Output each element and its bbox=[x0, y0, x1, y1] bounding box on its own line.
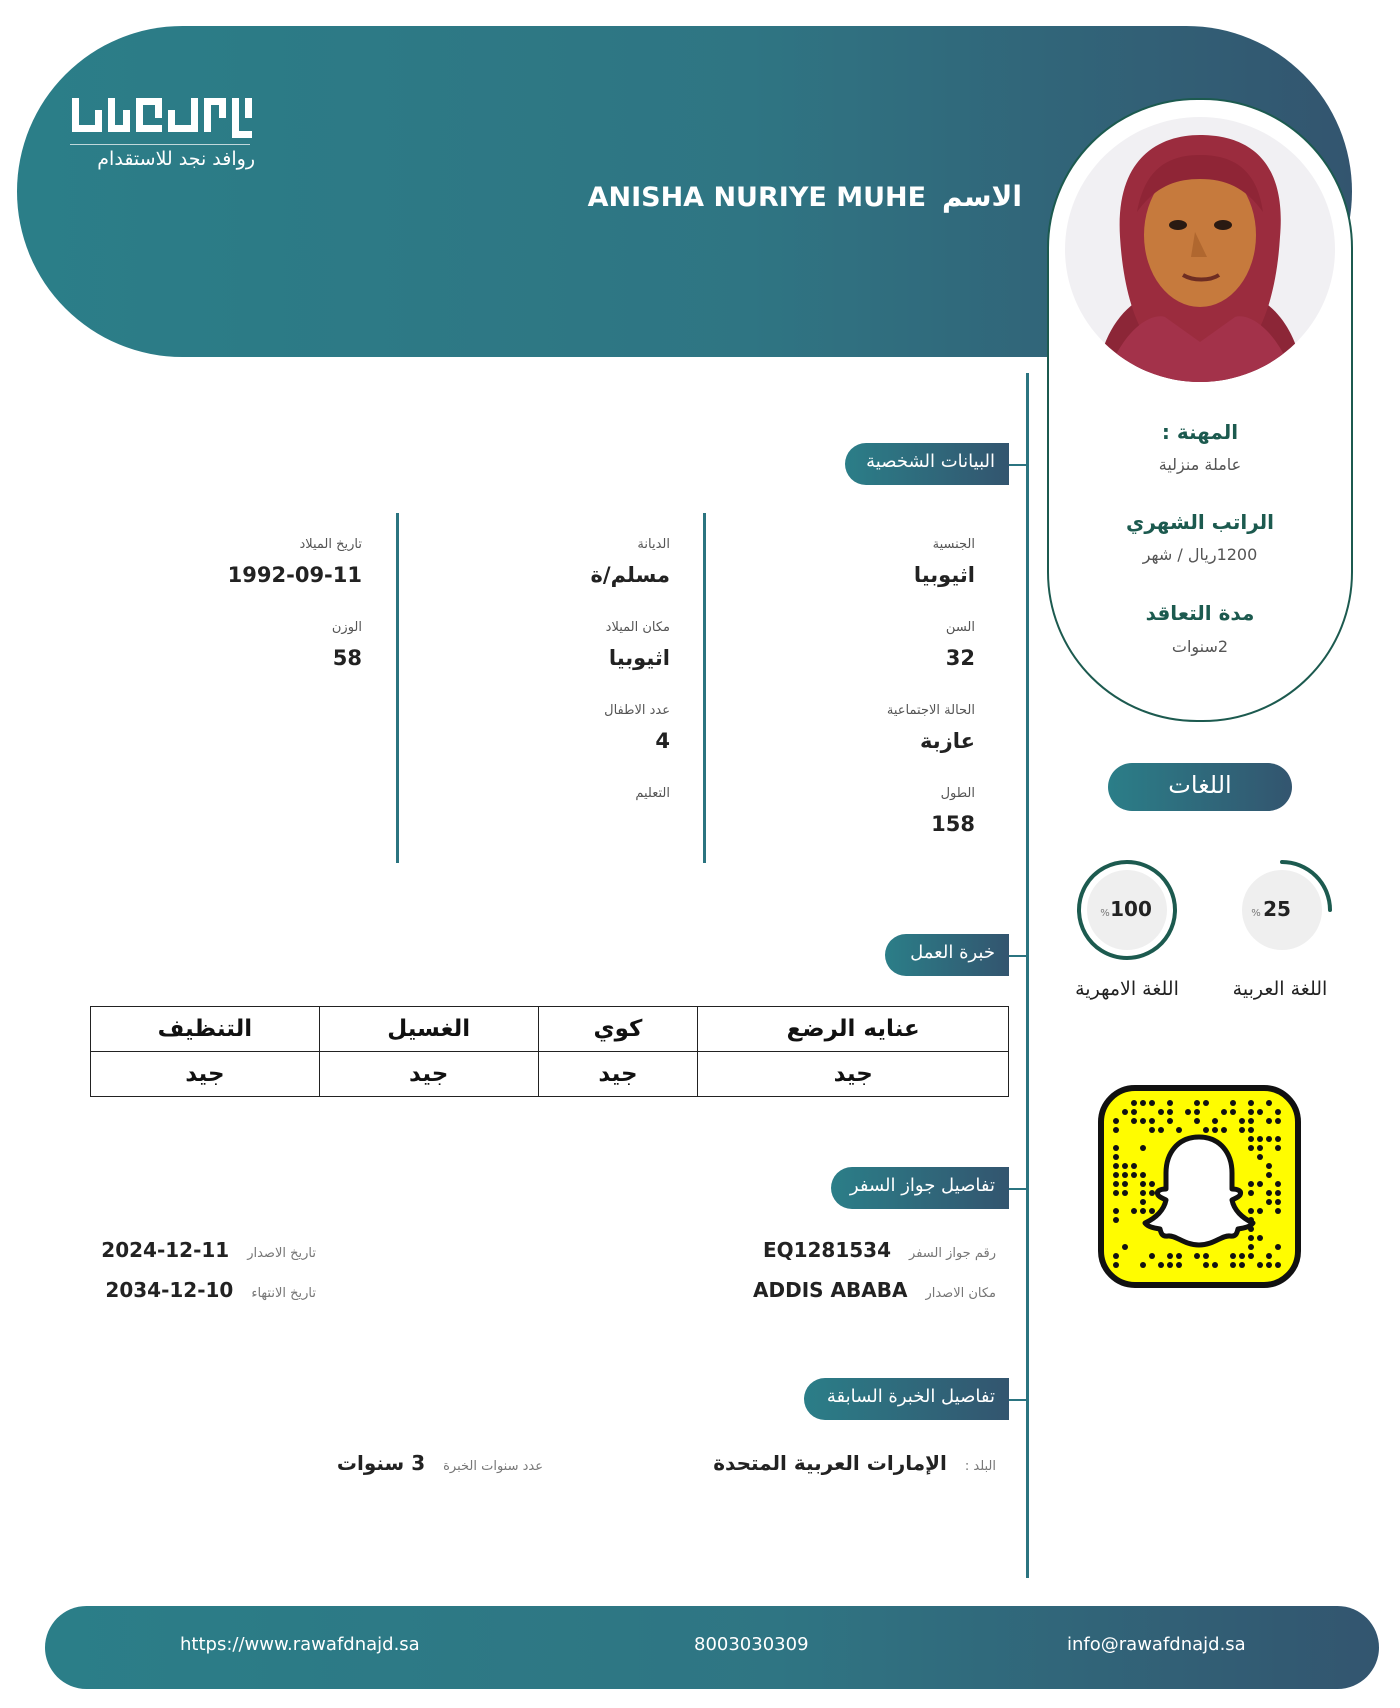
snapcode-dot bbox=[1203, 1253, 1209, 1259]
snapcode-dot bbox=[1113, 1172, 1119, 1178]
passport-place-label: مكان الاصدار bbox=[925, 1286, 996, 1301]
previous-years-label: عدد سنوات الخبرة bbox=[443, 1459, 543, 1474]
height-value: 158 bbox=[931, 812, 975, 836]
snapcode-dot bbox=[1113, 1118, 1119, 1124]
snapcode-dot bbox=[1203, 1127, 1209, 1133]
salary-label: الراتب الشهري bbox=[1126, 510, 1274, 534]
snapcode-dot bbox=[1194, 1118, 1200, 1124]
snapcode-dot bbox=[1275, 1109, 1281, 1115]
snapcode-dot bbox=[1239, 1262, 1245, 1268]
table-row bbox=[91, 1007, 1009, 1052]
snapcode-dot bbox=[1131, 1118, 1137, 1124]
footer-phone[interactable]: 8003030309 bbox=[694, 1634, 809, 1655]
snapcode-dot bbox=[1266, 1100, 1272, 1106]
snapcode-dot bbox=[1131, 1163, 1137, 1169]
snapcode-dot bbox=[1149, 1208, 1155, 1214]
snapcode-dot bbox=[1140, 1100, 1146, 1106]
section-personal: البيانات الشخصية bbox=[845, 443, 1009, 485]
snapcode-dot bbox=[1257, 1145, 1263, 1151]
section-connector bbox=[1009, 1399, 1026, 1401]
previous-years-value: 3 سنوات bbox=[336, 1451, 426, 1475]
snapcode-dot bbox=[1212, 1127, 1218, 1133]
passport-expiry-value: 2034-12-10 bbox=[105, 1278, 234, 1302]
snapcode-dot bbox=[1113, 1127, 1119, 1133]
snapcode-dot bbox=[1122, 1244, 1128, 1250]
skill-level: جيد bbox=[91, 1052, 320, 1097]
snapcode-dot bbox=[1275, 1181, 1281, 1187]
passport-number-value: EQ1281534 bbox=[762, 1238, 892, 1262]
snapcode-dot bbox=[1239, 1118, 1245, 1124]
skill-header: عنايه الرضع bbox=[698, 1007, 1009, 1052]
language-ring-arabic bbox=[1230, 858, 1334, 962]
table-row bbox=[91, 1052, 1009, 1097]
passport-issue-row bbox=[101, 1238, 316, 1262]
name-row bbox=[588, 180, 1022, 213]
birthdate-label: تاريخ الميلاد bbox=[299, 537, 362, 552]
skill-header: كوي bbox=[538, 1007, 698, 1052]
weight-label: الوزن bbox=[331, 620, 362, 635]
skill-level: جيد bbox=[319, 1052, 538, 1097]
snapcode-dot bbox=[1275, 1145, 1281, 1151]
skill-level: جيد bbox=[698, 1052, 1009, 1097]
snapcode-dot bbox=[1140, 1181, 1146, 1187]
snapcode-dot bbox=[1131, 1100, 1137, 1106]
religion-value: مسلم/ة bbox=[590, 563, 670, 587]
snapcode-dot bbox=[1113, 1145, 1119, 1151]
snapcode-dot bbox=[1149, 1181, 1155, 1187]
age-label: السن bbox=[945, 620, 975, 635]
snapcode-dot bbox=[1239, 1127, 1245, 1133]
snapcode-dot bbox=[1248, 1208, 1254, 1214]
snapcode-dot bbox=[1266, 1163, 1272, 1169]
snapcode-dot bbox=[1167, 1253, 1173, 1259]
children-value: 4 bbox=[655, 729, 670, 753]
snapcode-dot bbox=[1248, 1244, 1254, 1250]
nationality-value: اثيوبيا bbox=[913, 563, 975, 587]
snapcode-dot bbox=[1266, 1118, 1272, 1124]
snapcode-dot bbox=[1275, 1136, 1281, 1142]
snapcode-dot bbox=[1248, 1253, 1254, 1259]
snapcode-dot bbox=[1257, 1109, 1263, 1115]
snapcode-dot bbox=[1113, 1190, 1119, 1196]
language-percent: 100 bbox=[1110, 897, 1152, 921]
snapcode-dot bbox=[1275, 1190, 1281, 1196]
birthdate-value: 1992-09-11 bbox=[227, 563, 362, 587]
snapcode-dot bbox=[1248, 1127, 1254, 1133]
snapcode-dot bbox=[1113, 1181, 1119, 1187]
snapcode-dot bbox=[1149, 1118, 1155, 1124]
snapcode-dot bbox=[1131, 1109, 1137, 1115]
snapcode-dot bbox=[1221, 1127, 1227, 1133]
nationality-label: الجنسية bbox=[932, 537, 975, 552]
section-connector bbox=[1009, 464, 1026, 466]
birthplace-label: مكان الميلاد bbox=[605, 620, 670, 635]
passport-place-row bbox=[753, 1278, 996, 1302]
weight-value: 58 bbox=[332, 646, 362, 670]
profession-value: عاملة منزلية bbox=[1158, 455, 1242, 474]
snapcode-dot bbox=[1248, 1181, 1254, 1187]
snapcode-dot bbox=[1131, 1208, 1137, 1214]
religion-label: الديانة bbox=[637, 537, 670, 552]
snapcode-dot bbox=[1248, 1136, 1254, 1142]
snapcode-dot bbox=[1257, 1154, 1263, 1160]
passport-place-value: ADDIS ABABA bbox=[753, 1278, 908, 1302]
snapcode-dot bbox=[1122, 1190, 1128, 1196]
marital-status-value: عازبة bbox=[920, 729, 975, 753]
birthplace-value: اثيوبيا bbox=[608, 646, 670, 670]
previous-country-row bbox=[713, 1451, 996, 1475]
height-label: الطول bbox=[940, 786, 975, 801]
contract-value: 2سنوات bbox=[1171, 637, 1229, 656]
logo-mark-icon bbox=[72, 96, 252, 142]
snapcode-dot bbox=[1167, 1109, 1173, 1115]
logo-underline bbox=[70, 144, 250, 145]
skill-header: التنظيف bbox=[91, 1007, 320, 1052]
snapcode-dot bbox=[1140, 1190, 1146, 1196]
snapcode-dot bbox=[1257, 1181, 1263, 1187]
snapcode-dot bbox=[1140, 1262, 1146, 1268]
section-passport: تفاصيل جواز السفر bbox=[831, 1167, 1009, 1209]
snapcode-dot bbox=[1275, 1262, 1281, 1268]
snapcode-dot bbox=[1131, 1172, 1137, 1178]
snapcode-dot bbox=[1248, 1118, 1254, 1124]
snapcode-dot bbox=[1140, 1145, 1146, 1151]
section-previous-experience: تفاصيل الخبرة السابقة bbox=[804, 1378, 1009, 1420]
snapcode-dot bbox=[1257, 1136, 1263, 1142]
snapcode-dot bbox=[1203, 1262, 1209, 1268]
snapcode-dot bbox=[1194, 1100, 1200, 1106]
snapcode-dot bbox=[1176, 1127, 1182, 1133]
snapcode-dot bbox=[1185, 1109, 1191, 1115]
snapcode-dot bbox=[1275, 1118, 1281, 1124]
education-label: التعليم bbox=[635, 786, 670, 801]
snapcode-dot bbox=[1176, 1253, 1182, 1259]
language-percent: 25 bbox=[1263, 897, 1291, 921]
footer-email-link[interactable]: info@rawafdnajd.sa bbox=[1067, 1634, 1246, 1655]
snapcode-dot bbox=[1140, 1208, 1146, 1214]
passport-expiry-label: تاريخ الانتهاء bbox=[251, 1286, 316, 1301]
snapcode-dot bbox=[1230, 1262, 1236, 1268]
previous-country-label: البلد : bbox=[964, 1459, 996, 1474]
snapcode-dot bbox=[1122, 1172, 1128, 1178]
footer-website-link[interactable]: https://www.rawafdnajd.sa bbox=[180, 1634, 420, 1655]
name-label: الاسم bbox=[942, 180, 1022, 213]
snapcode-dot bbox=[1212, 1118, 1218, 1124]
snapcode-dot bbox=[1266, 1136, 1272, 1142]
snapcode-dot bbox=[1140, 1172, 1146, 1178]
snapcode-dot bbox=[1275, 1199, 1281, 1205]
language-name-arabic: اللغة العربية bbox=[1232, 978, 1328, 1000]
contract-label: مدة التعاقد bbox=[1145, 601, 1255, 625]
snapcode-dot bbox=[1113, 1217, 1119, 1223]
skill-level: جيد bbox=[538, 1052, 698, 1097]
snapcode-dot bbox=[1248, 1109, 1254, 1115]
salary-value: 1200ريال / شهر bbox=[1142, 545, 1258, 564]
profession-label: المهنة : bbox=[1161, 420, 1239, 444]
snapcode-dot bbox=[1230, 1253, 1236, 1259]
passport-number-label: رقم جواز السفر bbox=[909, 1246, 996, 1261]
language-name-amharic: اللغة الامهرية bbox=[1075, 978, 1179, 1000]
main-divider bbox=[1026, 373, 1029, 1578]
percent-sign: % bbox=[1100, 908, 1110, 919]
snapcode-dot bbox=[1266, 1190, 1272, 1196]
snapcode-dot bbox=[1158, 1109, 1164, 1115]
language-ring-amharic bbox=[1075, 858, 1179, 962]
snapcode-dot bbox=[1266, 1262, 1272, 1268]
section-connector bbox=[1009, 955, 1026, 957]
snapcode-dot bbox=[1158, 1127, 1164, 1133]
snapcode-dot bbox=[1113, 1262, 1119, 1268]
languages-title: اللغات bbox=[1108, 763, 1292, 811]
snapcode-dot bbox=[1194, 1109, 1200, 1115]
snapcode-dot bbox=[1149, 1253, 1155, 1259]
section-connector bbox=[1009, 1188, 1026, 1190]
snapcode-dot bbox=[1266, 1199, 1272, 1205]
snapcode-dot bbox=[1257, 1262, 1263, 1268]
children-label: عدد الاطفال bbox=[604, 703, 670, 718]
snapcode-dot bbox=[1167, 1262, 1173, 1268]
snapcode-dot bbox=[1113, 1208, 1119, 1214]
column-divider bbox=[703, 513, 706, 863]
snapcode-dot bbox=[1221, 1109, 1227, 1115]
snapcode-dot bbox=[1230, 1100, 1236, 1106]
snapcode-dot bbox=[1113, 1163, 1119, 1169]
snapcode-dot bbox=[1158, 1262, 1164, 1268]
snapcode-dot bbox=[1113, 1154, 1119, 1160]
marital-status-label: الحالة الاجتماعية bbox=[886, 703, 975, 718]
profile-photo bbox=[1065, 117, 1335, 382]
skills-table bbox=[90, 1006, 1009, 1097]
snapcode-dot bbox=[1275, 1244, 1281, 1250]
snapcode-dot bbox=[1113, 1253, 1119, 1259]
percent-sign: % bbox=[1251, 908, 1261, 919]
column-divider bbox=[396, 513, 399, 863]
snapcode-dot bbox=[1266, 1253, 1272, 1259]
snapcode-dot bbox=[1140, 1118, 1146, 1124]
snapcode-dot bbox=[1275, 1208, 1281, 1214]
section-experience: خبرة العمل bbox=[885, 934, 1009, 976]
snapcode-dot bbox=[1248, 1100, 1254, 1106]
passport-number-row bbox=[763, 1238, 996, 1262]
snapcode-dot bbox=[1140, 1199, 1146, 1205]
snapcode-dot bbox=[1167, 1100, 1173, 1106]
passport-expiry-row bbox=[105, 1278, 316, 1302]
passport-issue-label: تاريخ الاصدار bbox=[247, 1246, 316, 1261]
skill-header: الغسيل bbox=[319, 1007, 538, 1052]
logo-subtitle: روافد نجد للاستقدام bbox=[97, 148, 255, 170]
snapcode-dot bbox=[1257, 1208, 1263, 1214]
previous-years-row bbox=[337, 1451, 543, 1475]
snapcode-dot bbox=[1248, 1235, 1254, 1241]
snapcode-dot bbox=[1239, 1253, 1245, 1259]
snapcode-dot bbox=[1149, 1127, 1155, 1133]
snapcode-dot bbox=[1167, 1118, 1173, 1124]
passport-issue-value: 2024-12-11 bbox=[101, 1238, 230, 1262]
snapcode-dot bbox=[1194, 1253, 1200, 1259]
snapcode-dot bbox=[1149, 1190, 1155, 1196]
snapcode-dot bbox=[1230, 1109, 1236, 1115]
snapcode-dot bbox=[1149, 1100, 1155, 1106]
snapcode-dot bbox=[1122, 1109, 1128, 1115]
previous-country-value: الإمارات العربية المتحدة bbox=[713, 1451, 947, 1475]
snapcode-dot bbox=[1248, 1190, 1254, 1196]
snapcode-dot bbox=[1212, 1262, 1218, 1268]
age-value: 32 bbox=[945, 646, 975, 670]
name-value: ANISHA NURIYE MUHE bbox=[587, 182, 927, 213]
snapcode-dot bbox=[1257, 1235, 1263, 1241]
snapcode-dot bbox=[1266, 1172, 1272, 1178]
snapcode-dot bbox=[1203, 1100, 1209, 1106]
snapcode-dot bbox=[1122, 1163, 1128, 1169]
snapcode-dot bbox=[1248, 1145, 1254, 1151]
snapcode-dot bbox=[1122, 1181, 1128, 1187]
snapchat-ghost-icon[interactable] bbox=[1098, 1085, 1301, 1288]
snapcode-dot bbox=[1176, 1262, 1182, 1268]
